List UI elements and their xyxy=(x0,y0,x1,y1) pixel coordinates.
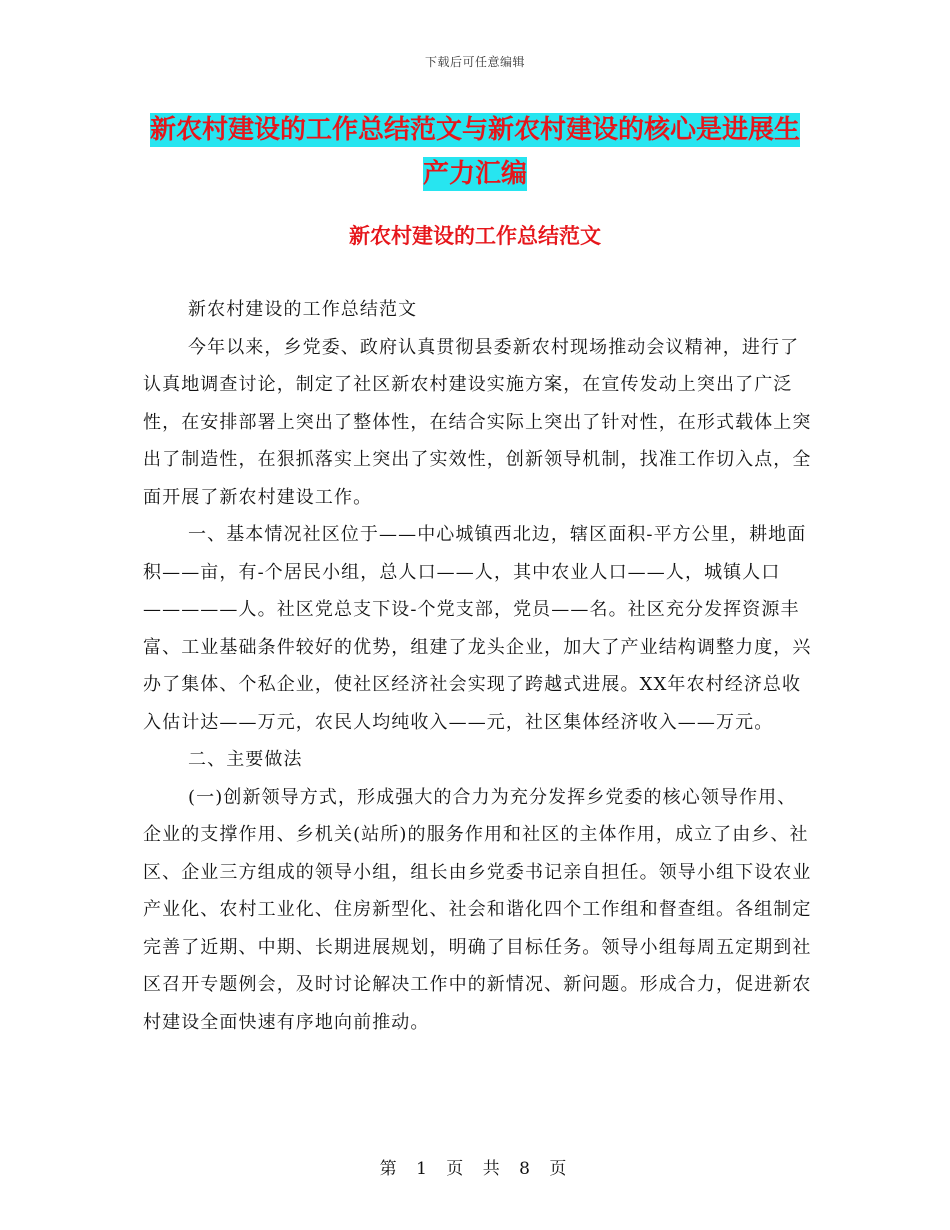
paragraph: 二、主要做法 xyxy=(188,749,303,770)
page-footer: 第 1 页 共 8 页 xyxy=(379,1159,571,1179)
paragraph: 今年以来，乡党委、政府认真贯彻县委新农村现场推动会议精神，进行了认真地调查讨论，制定了社区新农村建设实施方案，在宣传发动上突出了广泛性，在安排部署上突出了整体性，在结合实际上突出了针对性，在形式载体上突出了制造性，在狠抓落实上突出了实效性，创新领导机制，找准工作切入点，全面开展了新农村建设工作。 xyxy=(143,336,812,508)
paragraph: (一)创新领导方式，形成强大的合力为充分发挥乡党委的核心领导作用、企业的支撑作用、乡机关(站所)的服务作用和社区的主体作用，成立了由乡、社区、企业三方组成的领导小组，组长由乡党委书记亲自担任。领导小组下设农业产业化、农村工业化、住房新型化、社会和谐化四个工作组和督查组。各组制定完善了近期、中期、长期进展规划，明确了目标任务。领导小组每周五定期到社区召开专题例会，及时讨论解决工作中的新情况、新问题。形成合力，促进新农村建设全面快速有序地向前推动。 xyxy=(143,786,812,1033)
document-title-text: 新农村建设的工作总结范文与新农村建设的核心是进展生产力汇编 xyxy=(149,115,800,189)
paragraph: 新农村建设的工作总结范文 xyxy=(188,299,418,320)
paragraph: 一、基本情况社区位于——中心城镇西北边，辖区面积-平方公里，耕地面积——亩，有-个居民小组，总人口——人，其中农业人口——人，城镇人口—————人。社区党总支下设-个党支部，党员——名。社区充分发挥资源丰富、工业基础条件较好的优势，组建了龙头企业，加大了产业结构调整力度，兴办了集体、个私企业，使社区经济社会实现了跨越式进展。XX年农村经济总收入估计达——万元，农民人均纯收入——元，社区集体经济收入——万元。 xyxy=(143,524,812,733)
document-title xyxy=(140,108,810,196)
body-text xyxy=(143,291,813,1041)
section-title: 新农村建设的工作总结范文 xyxy=(349,224,601,248)
header-note: 下载后可任意编辑 xyxy=(424,55,525,69)
